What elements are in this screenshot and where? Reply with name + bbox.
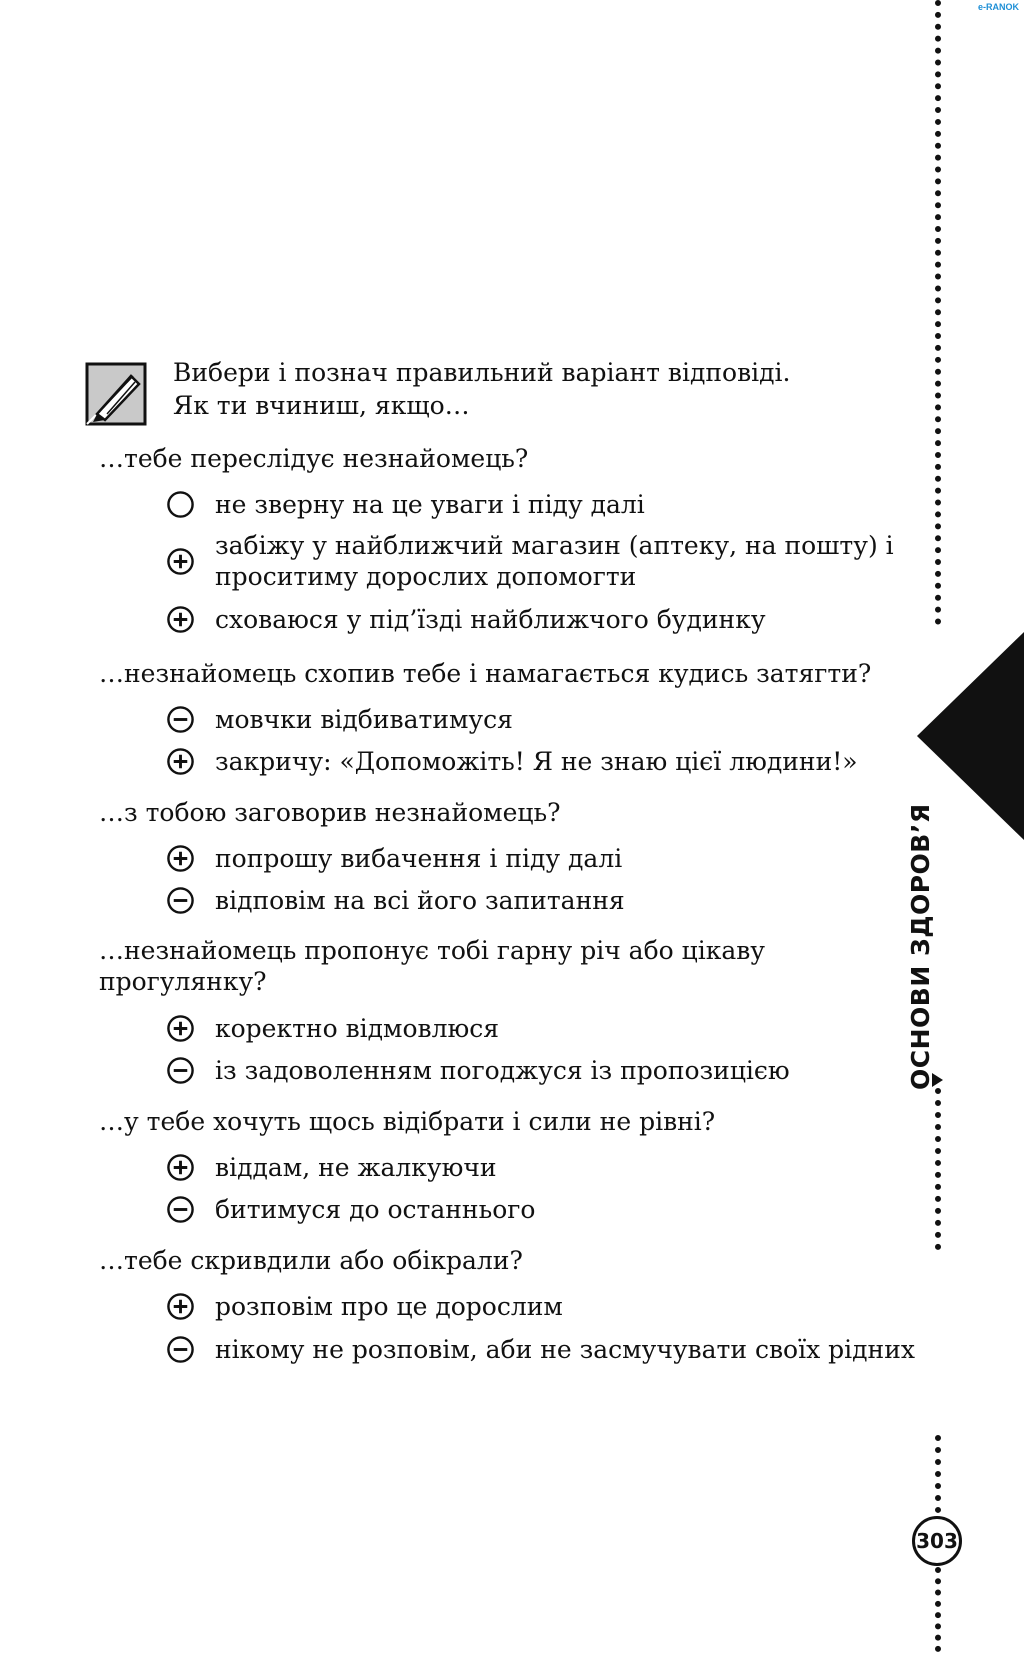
minus-circle-icon[interactable]: [166, 1195, 195, 1224]
publisher-logo: e-RANOK: [978, 2, 1020, 12]
section-label: ОСНОВИ ЗДОРОВ’Я: [906, 803, 935, 1090]
answer-option[interactable]: [166, 704, 915, 735]
instruction-line-1: Вибери і познач правильний варіант відповіді.: [173, 358, 791, 387]
answer-option[interactable]: [166, 1055, 915, 1086]
question-4: …незнайомець пропонує тобі гарну річ або цікаву прогулянку?: [99, 936, 766, 996]
dotted-rule-bottom: [935, 1567, 941, 1652]
question-5: …у тебе хочуть щось відібрати і сили не рівні?: [99, 1107, 716, 1136]
option-text: відповім на всі його запитання: [215, 886, 625, 915]
option-text: мовчки відбиватимуся: [215, 705, 513, 734]
plus-circle-icon[interactable]: [166, 1014, 195, 1043]
task-instruction: [173, 356, 790, 422]
section-arrow-icon: [932, 1073, 943, 1087]
answer-option[interactable]: [166, 1291, 915, 1322]
plus-circle-icon[interactable]: [166, 1292, 195, 1321]
question-3: …з тобою заговорив незнайомець?: [99, 798, 561, 827]
answer-option[interactable]: [166, 885, 915, 916]
plus-circle-icon[interactable]: [166, 844, 195, 873]
answer-option[interactable]: [166, 1334, 915, 1365]
page-number: 303: [912, 1516, 962, 1566]
minus-circle-icon[interactable]: [166, 1056, 195, 1085]
option-text: із задоволенням погоджуся із пропозицією: [215, 1056, 790, 1085]
option-text: попрошу вибачення і піду далі: [215, 844, 623, 873]
pencil-icon: [85, 362, 147, 426]
answer-option[interactable]: [166, 604, 915, 635]
dotted-rule-lower: [935, 1435, 941, 1513]
option-text: нікому не розповім, аби не засмучувати своїх рідних: [215, 1335, 915, 1364]
option-text: закричу: «Допоможіть! Я не знаю цієї людини!»: [215, 747, 858, 776]
answer-option[interactable]: [166, 1194, 915, 1225]
option-text: забіжу у найближчий магазин (аптеку, на пошту) і проситиму дорослих допомогти: [215, 531, 894, 591]
answer-option[interactable]: [166, 1152, 915, 1183]
option-text: коректно відмовлюся: [215, 1014, 500, 1043]
answer-option[interactable]: [166, 530, 915, 592]
option-text: битимуся до останнього: [215, 1195, 536, 1224]
question-1: …тебе переслідує незнайомець?: [99, 444, 529, 473]
minus-circle-icon[interactable]: [166, 705, 195, 734]
minus-circle-icon[interactable]: [166, 886, 195, 915]
answer-option[interactable]: [166, 489, 915, 520]
plus-circle-icon[interactable]: [166, 547, 195, 576]
option-text: не зверну на це уваги і піду далі: [215, 490, 645, 519]
dotted-rule-top: [935, 0, 941, 625]
answer-option[interactable]: [166, 746, 915, 777]
question-2: …незнайомець схопив тебе і намагається кудись затягти?: [99, 659, 872, 688]
question-6: …тебе скривдили або обікрали?: [99, 1246, 523, 1275]
option-text: розповім про це дорослим: [215, 1292, 563, 1321]
plus-circle-icon[interactable]: [166, 605, 195, 634]
dotted-rule-middle: [935, 1088, 941, 1250]
empty-circle-icon[interactable]: [166, 490, 195, 519]
instruction-line-2: Як ти вчиниш, якщо…: [173, 391, 470, 420]
plus-circle-icon[interactable]: [166, 1153, 195, 1182]
minus-circle-icon[interactable]: [166, 1335, 195, 1364]
option-text: віддам, не жалкуючи: [215, 1153, 497, 1182]
option-text: сховаюся у під’їзді найближчого будинку: [215, 605, 766, 634]
answer-option[interactable]: [166, 1013, 915, 1044]
plus-circle-icon[interactable]: [166, 747, 195, 776]
answer-option[interactable]: [166, 843, 915, 874]
